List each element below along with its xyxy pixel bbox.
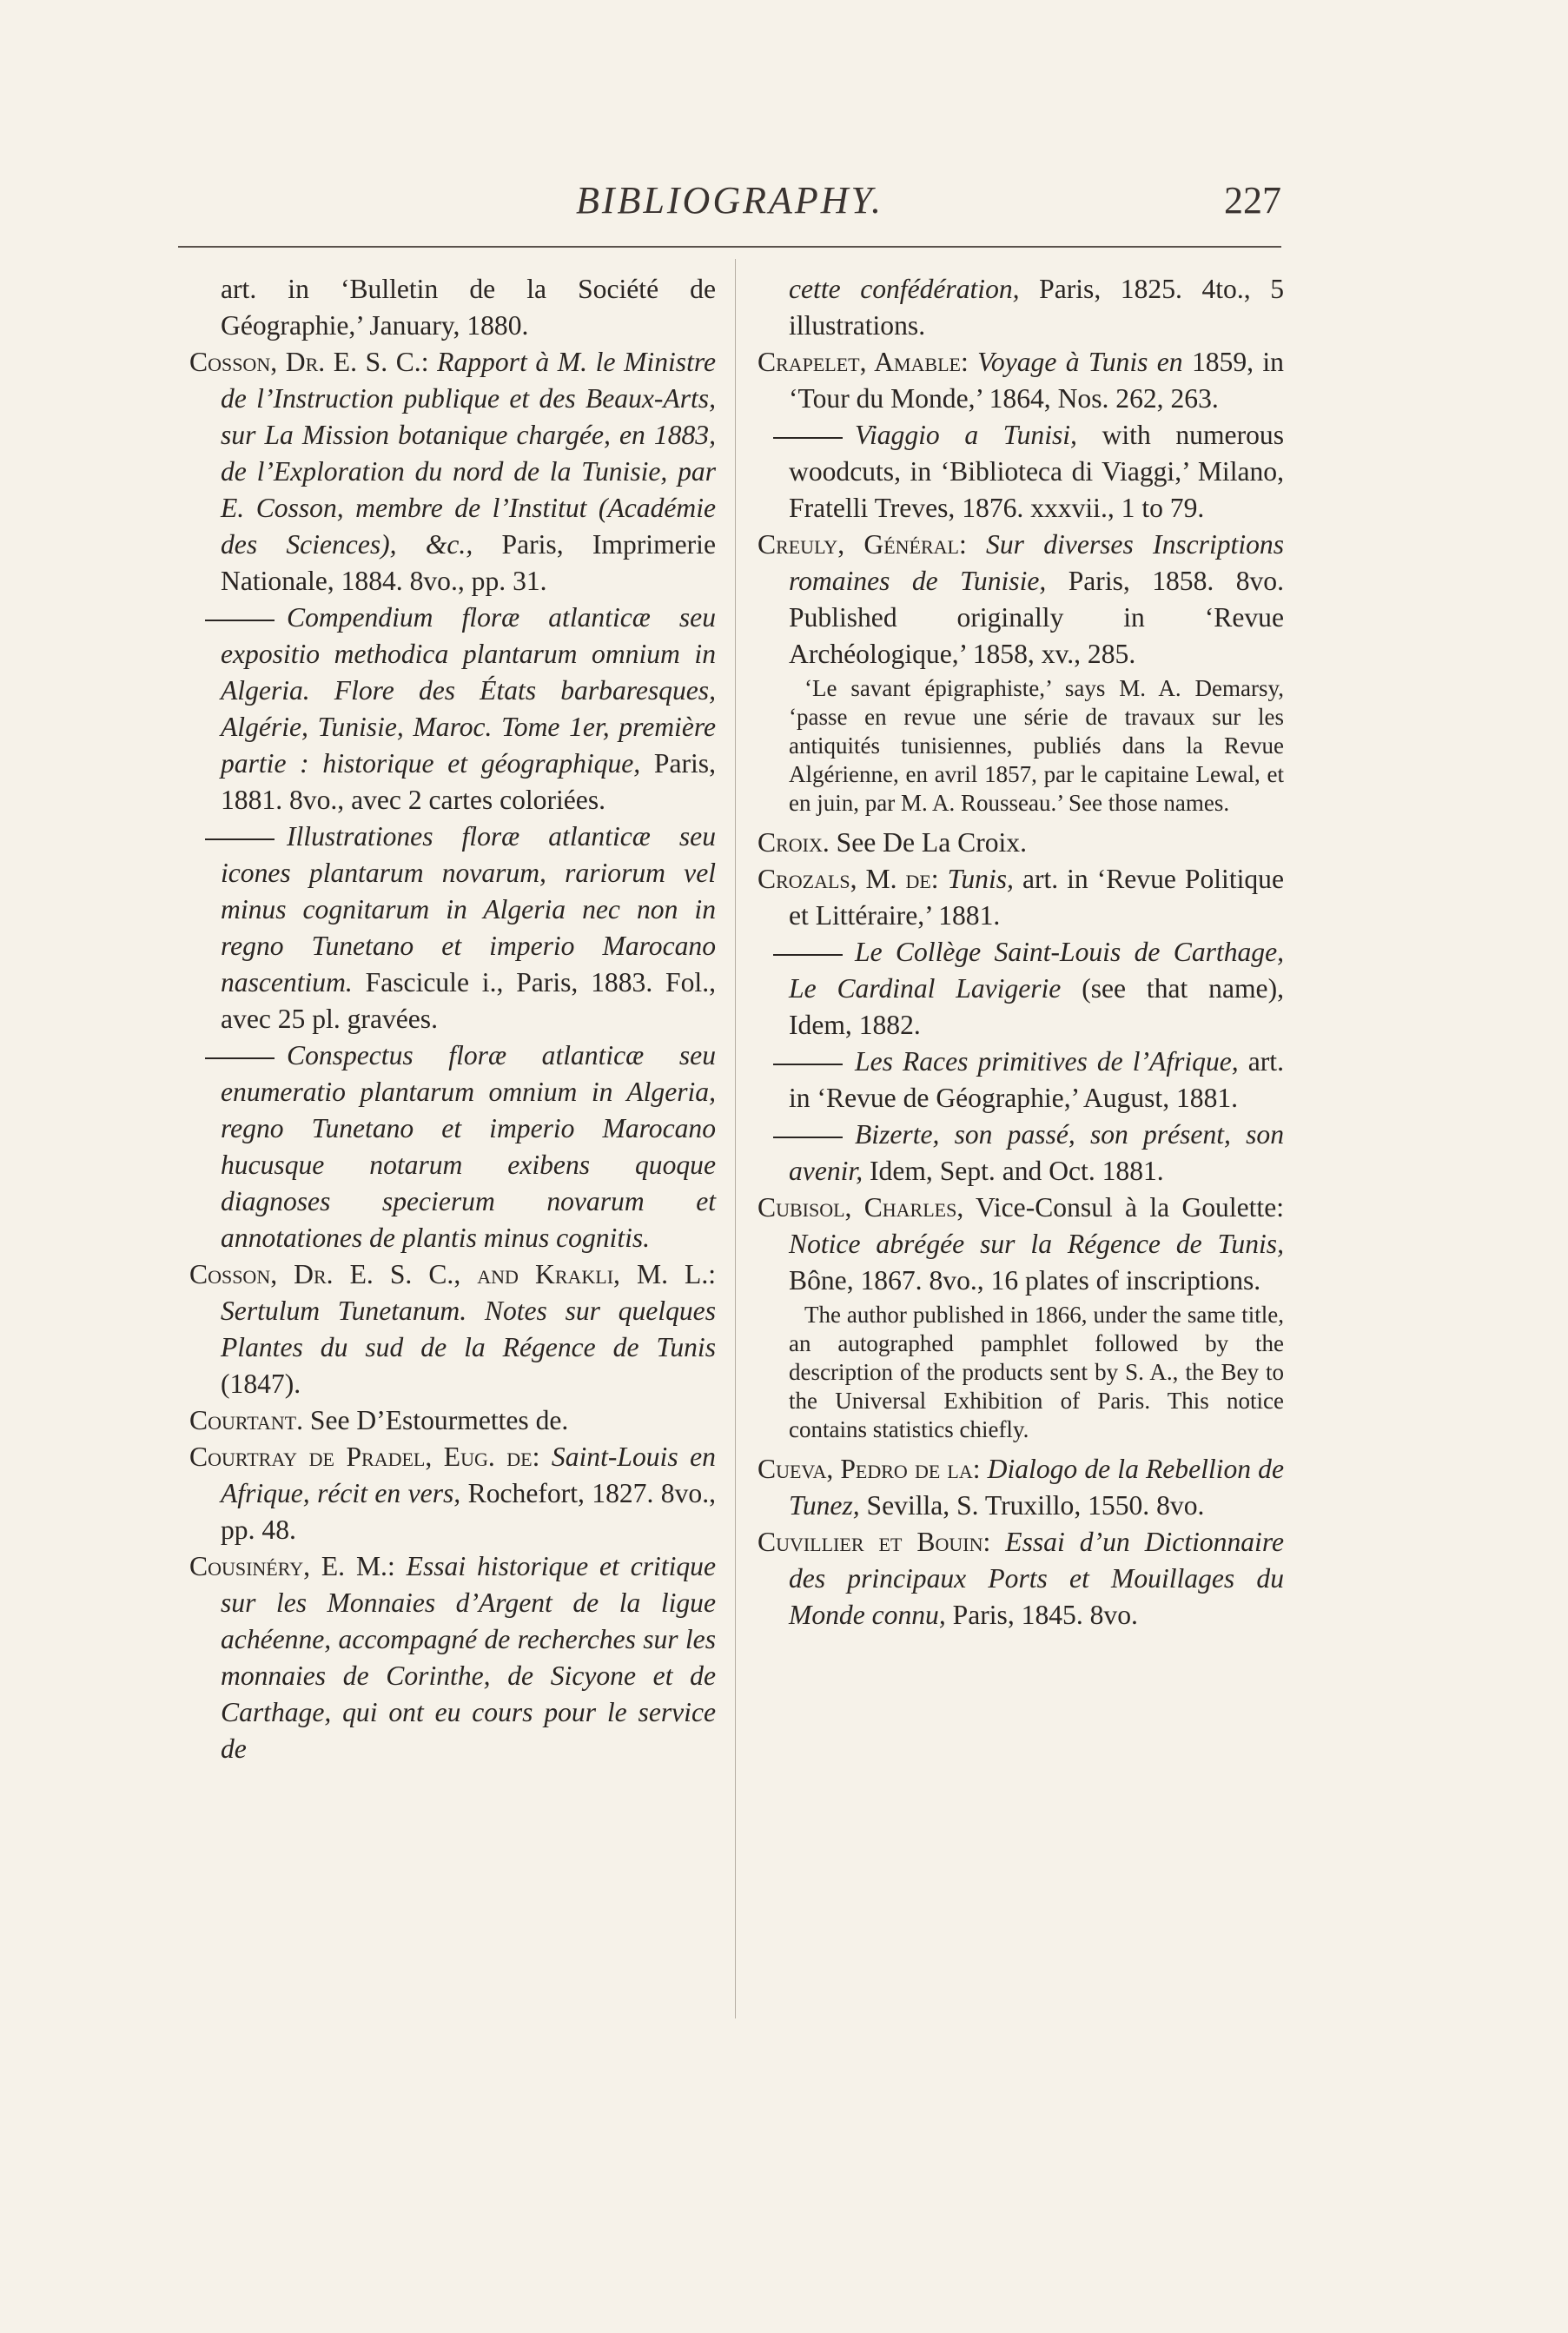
- entry-title: cette confédération,: [789, 274, 1020, 304]
- entry-author: Crapelet, Amable:: [758, 347, 969, 377]
- right-column: [758, 271, 1284, 1634]
- page-number: 227: [1224, 179, 1281, 222]
- bibliography-subentry: [758, 934, 1284, 1044]
- bibliography-subentry: [189, 600, 716, 819]
- bibliography-entry: [758, 1190, 1284, 1299]
- bibliography-entry: [758, 1524, 1284, 1634]
- ditto-dash: [205, 838, 275, 840]
- entry-details: art. in ‘Revue de Géographie,’ August, 1881.: [789, 1046, 1284, 1113]
- entry-author: Cosson, Dr. E. S. C., and Krakli, M. L.:: [189, 1259, 716, 1289]
- entry-details: Idem, Sept. and Oct. 1881.: [870, 1156, 1164, 1186]
- entry-details: art. in ‘Revue Politique et Littéraire,’ 1881.: [789, 864, 1284, 931]
- entry-details: with numerous woodcuts, in ‘Biblioteca di Viaggi,’ Milano, Fratelli Treves, 1876. xxxvii., 1 to 79.: [789, 420, 1284, 523]
- entry-author: Creuly, Général:: [758, 529, 967, 560]
- bibliography-entry: [189, 1256, 716, 1402]
- entry-details: (see that name), Idem, 1882.: [789, 973, 1284, 1040]
- ditto-dash: [205, 620, 275, 621]
- entry-text: art. in ‘Bulletin de la Société de Géographie,’ January, 1880.: [221, 274, 716, 341]
- column-divider: [735, 259, 736, 2018]
- bibliography-subentry: [758, 1044, 1284, 1117]
- bibliography-entry: [758, 1451, 1284, 1524]
- entry-author: Cuvillier et Bouin:: [758, 1527, 991, 1557]
- entry-details: See De La Croix.: [836, 827, 1027, 858]
- entry-author: Cosson, Dr. E. S. C.:: [189, 347, 429, 377]
- entry-details: Sevilla, S. Truxillo, 1550. 8vo.: [866, 1490, 1205, 1521]
- bibliography-note: [758, 674, 1284, 818]
- running-title: BIBLIOGRAPHY.: [576, 179, 883, 222]
- entry-title: Le Collège Saint-Louis de Carthage, Le Cardinal Lavigerie: [789, 937, 1284, 1004]
- entry-title: Saint-Louis en Afrique, récit en vers,: [221, 1442, 716, 1508]
- bibliography-entry: [758, 527, 1284, 673]
- ditto-dash: [773, 954, 843, 956]
- entry-details: Fascicule i., Paris, 1883. Fol., avec 25 pl. gravées.: [221, 967, 716, 1034]
- bibliography-continuation: [189, 271, 716, 344]
- ditto-dash: [773, 1137, 843, 1138]
- bibliography-subentry: [189, 819, 716, 1037]
- bibliography-entry: [189, 344, 716, 600]
- bibliography-entry: [758, 825, 1284, 861]
- entry-author: Courtant.: [189, 1405, 303, 1435]
- bibliography-subentry: [758, 1117, 1284, 1190]
- ditto-dash: [773, 1064, 843, 1065]
- entry-author: Cubisol, Charles,: [758, 1192, 964, 1223]
- entry-details: See D’Estourmettes de.: [309, 1405, 569, 1435]
- entry-details: Paris, Imprimerie Nationale, 1884. 8vo., pp. 31.: [221, 529, 716, 596]
- entry-details: Paris, 1845. 8vo.: [952, 1600, 1138, 1630]
- note-text: The author published in 1866, under the same title, an autographed pamphlet followed by the description of the products sent by S. A., the Bey to the Universal Exhibition of Paris. This notice contains statistics chiefly.: [789, 1302, 1284, 1442]
- entry-author: Cousinéry, E. M.:: [189, 1551, 395, 1581]
- entry-title: Viaggio a Tunisi,: [855, 420, 1077, 450]
- entry-title: Bizerte, son passé, son présent, son avenir,: [789, 1119, 1284, 1186]
- bibliography-continuation: [758, 271, 1284, 344]
- page-header: [178, 178, 1281, 239]
- entry-title: Dialogo de la Rebellion de Tunez,: [789, 1454, 1285, 1521]
- entry-title: Illustrationes floræ atlanticæ seu icones plantarum novarum, rariorum vel minus cognitarum in Algeria nec non in regno Tunetano et imperio Marocano nascentium.: [221, 821, 716, 997]
- entry-details-2: Bône, 1867. 8vo., 16 plates of inscriptions.: [789, 1265, 1261, 1296]
- entry-details: Vice-Consul à la Goulette:: [975, 1192, 1285, 1223]
- ditto-dash: [205, 1057, 275, 1059]
- bibliography-entry: [189, 1402, 716, 1439]
- entry-author: Croix.: [758, 827, 830, 858]
- entry-details: Paris, 1881. 8vo., avec 2 cartes coloriées.: [221, 748, 716, 815]
- entry-title: Tunis,: [947, 864, 1014, 894]
- entry-author: Cueva, Pedro de la:: [758, 1454, 981, 1484]
- ditto-dash: [773, 437, 843, 439]
- bibliography-entry: [758, 344, 1284, 417]
- entry-author: Courtray de Pradel, Eug. de:: [189, 1442, 540, 1472]
- left-column: [189, 271, 716, 1767]
- bibliography-entry: [189, 1439, 716, 1548]
- entry-details: Paris, 1858. 8vo. Published originally in ‘Revue Archéologique,’ 1858, xv., 285.: [789, 566, 1284, 669]
- entry-title: Voyage à Tunis en: [977, 347, 1183, 377]
- header-rule: [178, 246, 1281, 248]
- entry-author: Crozals, M. de:: [758, 864, 939, 894]
- bibliography-note: [758, 1301, 1284, 1444]
- entry-details: Paris, 1825. 4to., 5 illustrations.: [789, 274, 1284, 341]
- note-text: ‘Le savant épigraphiste,’ says M. A. Demarsy, ‘passe en revue une série de travaux sur les antiquités tunisiennes, publiés dans la Revue Algérienne, en avril 1857, par le capitaine Lewal, et en juin, par M. A. Rousseau.’ See those names.: [789, 675, 1284, 816]
- entry-title: Essai historique et critique sur les Monnaies d’Argent de la ligue achéenne, accompagné de recherches sur les monnaies de Corinthe, de Sicyone et de Carthage, qui ont eu cours pour le service de: [221, 1551, 716, 1764]
- entry-title: Conspectus floræ atlanticæ seu enumeratio plantarum omnium in Algeria, regno Tunetano et imperio Marocano hucusque notarum exibens quoque diagnoses specierum novarum et annotationes de plantis minus cognitis.: [221, 1040, 716, 1253]
- entry-title: Sertulum Tunetanum. Notes sur quelques Plantes du sud de la Régence de Tunis: [221, 1296, 716, 1362]
- entry-details: (1847).: [221, 1369, 301, 1399]
- bibliography-subentry: [758, 417, 1284, 527]
- bibliography-subentry: [189, 1037, 716, 1256]
- entry-title: Rapport à M. le Ministre de l’Instruction publique et des Beaux-Arts, sur La Mission botanique chargée, en 1883, de l’Exploration du nord de la Tunisie, par E. Cosson, membre de l’Institut (Académie des Sciences), &c.,: [221, 347, 716, 560]
- entry-details: 1859, in ‘Tour du Monde,’ 1864, Nos. 262, 263.: [789, 347, 1284, 414]
- entry-title: Essai d’un Dictionnaire des principaux Ports et Mouillages du Monde connu,: [789, 1527, 1284, 1630]
- entry-title: Compendium floræ atlanticæ seu expositio methodica plantarum omnium in Algeria. Flore des États barbaresques, Algérie, Tunisie, Maroc. Tome 1er, première partie : historique et géographique,: [221, 602, 716, 779]
- entry-title-2: Notice abrégée sur la Régence de Tunis,: [789, 1229, 1284, 1259]
- entry-details: Rochefort, 1827. 8vo., pp. 48.: [221, 1478, 716, 1545]
- entry-title: Les Races primitives de l’Afrique,: [855, 1046, 1239, 1077]
- bibliography-entry: [189, 1548, 716, 1767]
- entry-title: Sur diverses Inscriptions romaines de Tunisie,: [789, 529, 1284, 596]
- bibliography-entry: [758, 861, 1284, 934]
